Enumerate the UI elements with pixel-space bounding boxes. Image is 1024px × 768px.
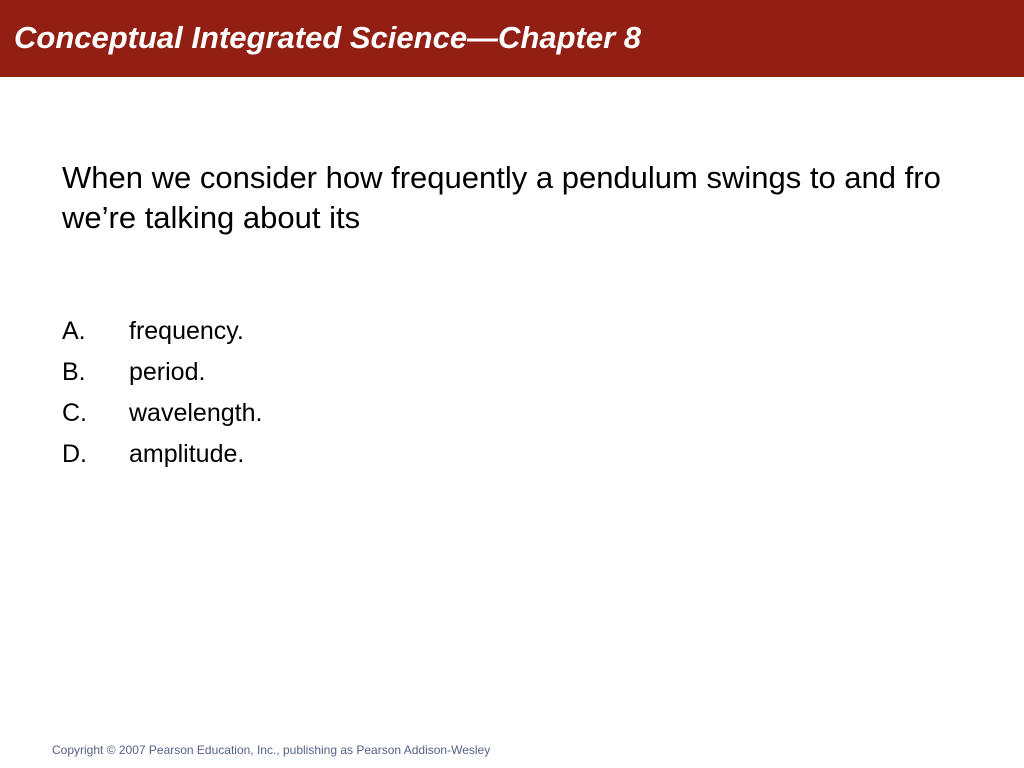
option-letter: B. [62, 358, 86, 386]
answer-option-b [62, 353, 262, 394]
question-text: When we consider how frequently a pendulum swings to and fro we’re talking about its [62, 160, 941, 235]
answer-option-c [62, 394, 262, 435]
answer-option-d [62, 435, 262, 476]
answer-option-a [62, 312, 262, 353]
option-letter: C. [62, 399, 87, 427]
slide-title: Conceptual Integrated Science—Chapter 8 [14, 20, 642, 55]
option-text: period. [129, 358, 206, 386]
option-text: frequency. [129, 317, 244, 345]
copyright-footer: Copyright © 2007 Pearson Education, Inc., publishing as Pearson Addison-Wesley [52, 743, 491, 757]
header-bar [0, 0, 1024, 77]
option-letter: A. [62, 317, 86, 345]
option-text: wavelength. [129, 399, 263, 427]
answer-options-list [62, 312, 262, 476]
option-letter: D. [62, 440, 87, 468]
option-text: amplitude. [129, 440, 245, 468]
